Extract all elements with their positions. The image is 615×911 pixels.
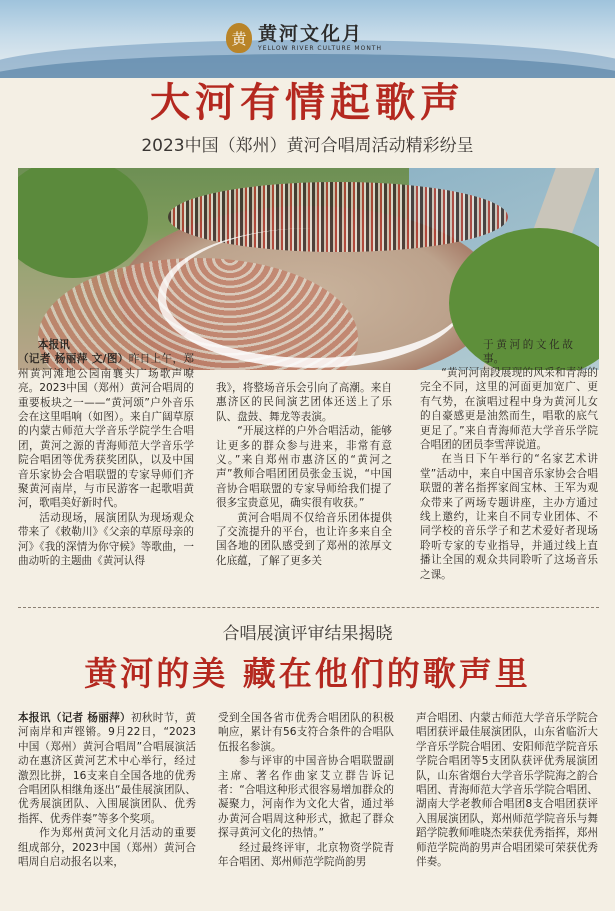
paragraph: 我》，将整场音乐会引向了高潮。来自惠济区的民间演艺团体还送上了乐队、盘鼓、舞龙等表演。 <box>216 382 392 423</box>
masthead-logo-icon <box>226 23 252 53</box>
paragraph: “开展这样的户外合唱活动，能够让更多的群众参与进来，非常有意义。”来自郑州市惠济区的“黄河之声”教师合唱团团员张金玉说，“中国音协合唱联盟的专家导师给我们提了很多宝贵意见，确实很有收获。” <box>216 425 392 510</box>
caption-text: 于黄河的文化故事。 <box>483 339 573 366</box>
paragraph: 作为郑州黄河文化月活动的重要组成部分，2023中国（郑州）黄河合唱周自启动报名以来， <box>18 827 196 869</box>
paragraph: 经过最终评审，北京物资学院青年合唱团、郑州师范学院尚韵男 <box>218 841 394 869</box>
paragraph: 黄河合唱周不仅给音乐团体提供了交流提升的平台，也让许多来自全国各地的团队感受到了郑州的浓厚文化底蕴，了解了更多关 <box>216 511 392 567</box>
article2-subheadline: 合唱展演评审结果揭晓 <box>222 624 393 644</box>
article2-column-2 <box>218 711 394 869</box>
article1-headline: 大河有情起歌声 <box>150 80 465 126</box>
paragraph: “黄河河南段展现的风采和青海的完全不同，这里的河面更加宽广、更有气势，在演唱过程中身为黄河儿女的自豪感更是油然而生，唱歌的底气更足了。”来自青海师范大学音乐学院合唱团的团员李雪萍说道。 <box>420 367 598 452</box>
article2-headline: 黄河的美 藏在他们的歌声里 <box>84 654 531 693</box>
article1-subheadline: 2023中国（郑州）黄河合唱周活动精彩纷呈 <box>141 136 474 156</box>
article2-column-3 <box>416 711 598 869</box>
article2-column-1 <box>18 711 196 869</box>
choir-arc <box>158 228 466 368</box>
byline-label: 本报讯 <box>38 339 70 351</box>
masthead-banner <box>0 0 615 78</box>
paragraph: 初秋时节，黄河南岸和声铿锵。9月22日，“2023中国（郑州）黄河合唱周”合唱展演活动在惠济区黄河艺术中心举行，经过激烈比拼，16支来自全国各地的优秀合唱团队相继角逐出“最佳展演团队、优秀展演团队、入围展演团队、优秀指挥、优秀伴奏”等多个奖项。 <box>18 712 196 825</box>
article1-column-3 <box>420 366 598 582</box>
paragraph: 昨日上午，郑州黄河滩地公园南襄头广场歌声嘹亮。2023中国（郑州）黄河合唱周的重要板块之一——“黄河颂”户外音乐会在这里唱响（如图）。来自广阔草原的内蒙古师范大学音乐学院学生合唱团，黄河之源的青海师范大学音乐学院合唱团等优秀获奖团队，以及中国音乐家协会合唱联盟的专家导师们齐聚黄河南岸，与市民游客一起歌唱黄河，歌唱美好新时代。 <box>18 353 194 510</box>
article1-column-2 <box>216 381 392 568</box>
paragraph: 在当日下午举行的“名家艺术讲堂”活动中，来自中国音乐家协会合唱联盟的著名指挥家阎宝林、王军为观众带来了两场专题讲座，主办方通过线上邀约，让来自不同专业团体、不同学校的音乐学子和艺术爱好者现场聆听专家的专业指导，并通过线上直播让全国的观众共同聆听了这场音乐之课。 <box>420 453 598 581</box>
masthead-subtitle: YELLOW RIVER CULTURE MONTH <box>258 45 382 52</box>
paragraph: 参与评审的中国音协合唱联盟副主席、著名作曲家艾立群告诉记者：“合唱这种形式很容易增加群众的凝聚力，河南作为文化大省，通过举办黄河合唱周这种形式，掀起了群众探寻黄河文化的热情。” <box>218 755 394 840</box>
logo-char: 黄 <box>231 29 247 48</box>
section-divider <box>18 607 599 609</box>
article1-column-1 <box>18 338 194 569</box>
paragraph: 活动现场，展演团队为现场观众带来了《敕勒川》《父亲的草原母亲的河》《我的深情为你守候》等歌曲，一曲动听的主题曲《黄河认得 <box>18 511 194 568</box>
paragraph: 声合唱团、内蒙古师范大学音乐学院合唱团获评最佳展演团队，山东省临沂大学音乐学院合唱团、安阳师范学院音乐学院合唱团等5支团队获评优秀展演团队，山东省烟台大学音乐学院海之韵合唱团、青海师范大学音乐学院合唱团、湖南大学老教师合唱团8支合唱团获评入围展演团队，郑州师范学院音乐与舞蹈学院教师唯晓杰荣获优秀指挥，郑州师范学院尚韵男声合唱团梁可荣获优秀伴奏。 <box>416 712 598 869</box>
byline-reporter: （记者 杨丽萍 文/图） <box>18 353 129 366</box>
article1-photo-caption <box>483 338 573 367</box>
masthead-title: 黄河文化月 <box>258 23 364 45</box>
byline-label: 本报讯 <box>18 712 51 724</box>
paragraph: 受到全国各省市优秀合唱团队的积极响应，累计有56支符合条件的合唱队伍报名参演。 <box>218 712 394 753</box>
trees-left <box>18 168 148 278</box>
byline-reporter: （记者 杨丽萍） <box>50 712 131 724</box>
masthead <box>226 18 391 58</box>
